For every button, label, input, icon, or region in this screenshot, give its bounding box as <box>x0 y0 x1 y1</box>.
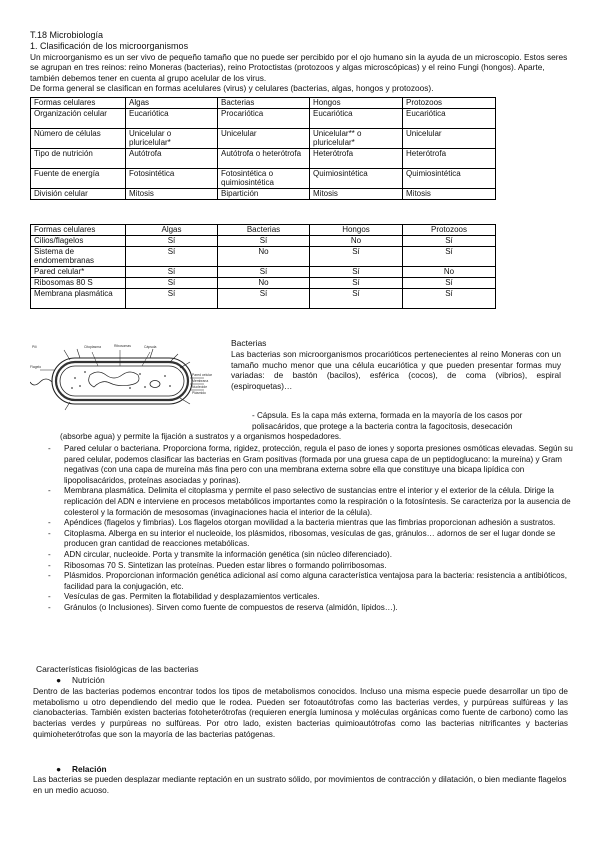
table-row <box>31 247 496 267</box>
table-header-cell: Protozoos <box>403 98 496 109</box>
document-title: T.18 Microbiología <box>30 30 104 40</box>
figure-label-pili: Pili <box>32 345 37 349</box>
figure-label-pared: Pared celular <box>192 373 212 377</box>
bacterium-diagram <box>30 342 220 412</box>
table-cell: Organización celular <box>31 109 126 129</box>
relacion-text: Las bacterias se pueden desplazar mediante reptación en un sustrato sólido, por movimientos de contracción y dilatación, o bien mediante flagelos en un medio acuoso. <box>33 775 567 795</box>
table-cell: No <box>403 267 496 278</box>
table-cell: Autótrofa o heterótrofa <box>218 149 310 169</box>
list-item: - Membrana plasmática. Delimita el citoplasma y permite el paso selectivo de sustancias entre el interior y el exterior de la célula. Dirige la replicación del ADN e interviene en procesos metabólicos importantes como la respiración o la fotosíntesis. Se caracteriza por la ausencia de colesterol y la formación de mesosomas (invaginaciones hacia el interior de la célula). <box>30 486 575 518</box>
table-cell: Bipartición <box>218 189 310 200</box>
table-header-row <box>31 225 496 236</box>
classification-table <box>30 97 496 200</box>
nutricion-label: Nutrición <box>72 675 105 685</box>
table-cell: Heterótrofa <box>310 149 403 169</box>
table-cell: Mitosis <box>310 189 403 200</box>
bacterial-structures-list <box>30 444 575 614</box>
list-item: - ADN circular, nucleoide. Porta y transmite la información genética (sin núcleo diferenciado). <box>30 550 575 561</box>
table-cell: Sí <box>310 289 403 309</box>
table-header-cell: Protozoos <box>403 225 496 236</box>
ribosome-dots <box>71 371 171 389</box>
capsula-item <box>60 411 570 443</box>
table-cell: Quimiosintética <box>403 169 496 189</box>
table-header-cell: Algas <box>126 225 218 236</box>
table-header-row <box>31 98 496 109</box>
table-cell: No <box>218 278 310 289</box>
list-item: - Gránulos (o Inclusiones). Sirven como fuente de compuestos de reserva (almidón, lípidos…). <box>30 603 575 614</box>
table-row <box>31 149 496 169</box>
table-cell: Sí <box>126 236 218 247</box>
table-header-cell: Hongos <box>310 98 403 109</box>
cell-wall-outline <box>56 362 188 400</box>
table-cell: Unicelular <box>403 129 496 149</box>
list-item: - Ribosomas 70 S. Sintetizan las proteínas. Pueden estar libres o formando polirribosomas. <box>30 561 575 572</box>
table-header-cell: Bacterias <box>218 98 310 109</box>
table-cell: Sí <box>310 278 403 289</box>
table-header-cell: Formas celulares <box>31 98 126 109</box>
table-cell: Unicelular <box>218 129 310 149</box>
table-cell: Mitosis <box>403 189 496 200</box>
table-cell: Sí <box>126 267 218 278</box>
list-item: - Pared celular o bacteriana. Proporciona forma, rigidez, protección, regula el paso de iones y soporta presiones osmóticas elevadas. Según su pared celular, podemos clasificar las bacterias en Gram positivas (formada por una gruesa capa de un peptidoglucano: la mureína) y Gram negativas (con una capa de mureína más fina pero con una membrana externa sobre ella que constituye una bicapa lipídica con lipopolisacáridos, proteínas asociadas y porinas). <box>30 444 575 486</box>
capsula-line-2: (absorbe agua) y permite la fijación a sustratos y a organismos hospedadores. <box>60 432 342 442</box>
table-cell: Sí <box>403 289 496 309</box>
intro-paragraph-1: Un microorganismo es un ser vivo de pequeño tamaño que no puede ser percibido por el ojo humano sin la ayuda de un microscopio. Estos seres se agrupan en tres reinos: reino Moneras (bacterias), reino Protoctistas (protozoos y algas microscópicas) y el reino Fungi (hongos). Aparte, también debemos tener en cuenta al grupo acelular de los virus. <box>30 52 568 83</box>
table-cell: Unicelular o pluricelular* <box>126 129 218 149</box>
table-cell: Fotosintética o quimiosintética <box>218 169 310 189</box>
table-row <box>31 278 496 289</box>
table-cell: Sí <box>403 236 496 247</box>
intro-text <box>30 52 570 94</box>
figure-label-flagelo: Flagelo <box>30 365 42 369</box>
bullet-icon: ● <box>56 675 62 685</box>
table-cell: Heterótrofa <box>403 149 496 169</box>
list-item: - Apéndices (flagelos y fimbrias). Los flagelos otorgan movilidad a la bacteria mientras que las fimbrias proporcionan adhesión a sustratos. <box>30 518 575 529</box>
nutricion-bullet <box>56 675 105 686</box>
table-cell: Pared celular* <box>31 267 126 278</box>
table-row <box>31 289 496 309</box>
table-cell: Eucariótica <box>126 109 218 129</box>
section-heading-classification: 1. Clasificación de los microorganismos <box>30 41 189 51</box>
table-row <box>31 109 496 129</box>
structures-table <box>30 224 496 309</box>
figure-label-capsula: Cápsula <box>144 345 157 349</box>
table-cell: Membrana plasmática <box>31 289 126 309</box>
table-cell: Sistema de endomembranas <box>31 247 126 267</box>
table-cell: Fotosintética <box>126 169 218 189</box>
table-cell: Unicelular** o pluricelular* <box>310 129 403 149</box>
table-header-cell: Algas <box>126 98 218 109</box>
bacterias-heading: Bacterias <box>231 338 267 348</box>
table-cell: Sí <box>126 289 218 309</box>
relacion-bullet <box>56 764 107 775</box>
plasmid-shape <box>150 381 160 388</box>
capsule-outline <box>52 358 192 404</box>
table-cell: Ribosomas 80 S <box>31 278 126 289</box>
table-cell: Sí <box>310 267 403 278</box>
figure-label-nucleoide: Nucleoide <box>192 385 208 389</box>
table-cell: División celular <box>31 189 126 200</box>
membrane-outline <box>60 366 184 396</box>
table-cell: Sí <box>126 247 218 267</box>
table-cell: No <box>218 247 310 267</box>
nutricion-text: Dentro de las bacterias podemos encontrar todos los tipos de metabolismos conocidos. Incluso una misma especie puede desarrollar un tipo de metabolismo u otro dependiendo del medio que le rodea. Pueden ser fotoautótrofas como las bacterias verdes, y purpúreas sulfúreas y las cianobacterias. También existen bacterias fotoheterótrofas (requieren energía luminosa y moléculas orgánicas como fuente de carbono) como las bacterias verdes y purpúreas no sulfúreas. Por otro lado, existen bacterias quimioautótrofas como las bacterias nitrificantes y bacterias quimioheterótrofas que son la mayoría de las bacterias patógenas. <box>33 687 568 739</box>
table-row <box>31 236 496 247</box>
table-header-cell: Bacterias <box>218 225 310 236</box>
figure-label-membrana: Membrana <box>192 379 209 383</box>
table-cell: Sí <box>126 278 218 289</box>
table-cell: Número de células <box>31 129 126 149</box>
physiology-heading: Características fisiológicas de las bacterias <box>36 664 199 674</box>
table-cell: Sí <box>403 278 496 289</box>
table-cell: Tipo de nutrición <box>31 149 126 169</box>
list-item: - Vesículas de gas. Permiten la flotabilidad y desplazamientos verticales. <box>30 592 575 603</box>
table-cell: Fuente de energía <box>31 169 126 189</box>
table-cell: Autótrofa <box>126 149 218 169</box>
table-cell: Eucariótica <box>403 109 496 129</box>
capsula-line-1: - Cápsula. Es la capa más externa, formada en la mayoría de los casos por polisacáridos, que protege a la bacteria contra la fagocitosis, desecación <box>252 411 523 431</box>
table-header-cell: Formas celulares <box>31 225 126 236</box>
figure-label-ribosomas: Ribosomas <box>114 344 131 348</box>
table-cell: Sí <box>218 267 310 278</box>
nucleoid-shape <box>89 372 139 387</box>
table-row <box>31 129 496 149</box>
bacterias-description: Las bacterias son microorganismos procarióticos pertenecientes al reino Moneras con un tamaño mucho menor que una célula eucariótica y que pueden presentar formas muy variadas: de bastón (bacilos), esférica (cocos), de coma (vibrios), espiral (espiroquetas)… <box>231 349 561 391</box>
table-cell: Mitosis <box>126 189 218 200</box>
table-header-cell: Hongos <box>310 225 403 236</box>
table-cell: Sí <box>310 247 403 267</box>
flagellum-shape <box>30 379 52 385</box>
table-cell: Procariótica <box>218 109 310 129</box>
table-row <box>31 267 496 278</box>
figure-label-citoplasma: Citoplasma <box>84 345 101 349</box>
table-row <box>31 189 496 200</box>
list-item: - Plásmidos. Proporcionan información genética adicional así como alguna característica ventajosa para la bacteria: resistencia a antibióticos, facilidad para la conjugación, etc. <box>30 571 575 592</box>
table-cell: Quimiosintética <box>310 169 403 189</box>
table-cell: Cilios/flagelos <box>31 236 126 247</box>
list-item: - Citoplasma. Alberga en su interior el nucleoide, los plásmidos, ribosomas, vesículas de gas, gránulos… adornos de ser el lugar donde se producen gran cantidad de reacciones metabólicas. <box>30 529 575 550</box>
figure-label-plasmido: Plásmido <box>192 391 206 395</box>
table-cell: Eucariótica <box>310 109 403 129</box>
intro-paragraph-2: De forma general se clasifican en formas acelulares (virus) y celulares (bacterias, algas, hongos y protozoos). <box>30 83 434 94</box>
table-cell: Sí <box>403 247 496 267</box>
bullet-icon: ● <box>56 764 62 774</box>
table-row <box>31 169 496 189</box>
relacion-label: Relación <box>72 764 107 774</box>
table-cell: Sí <box>218 289 310 309</box>
table-cell: No <box>310 236 403 247</box>
table-cell: Sí <box>218 236 310 247</box>
